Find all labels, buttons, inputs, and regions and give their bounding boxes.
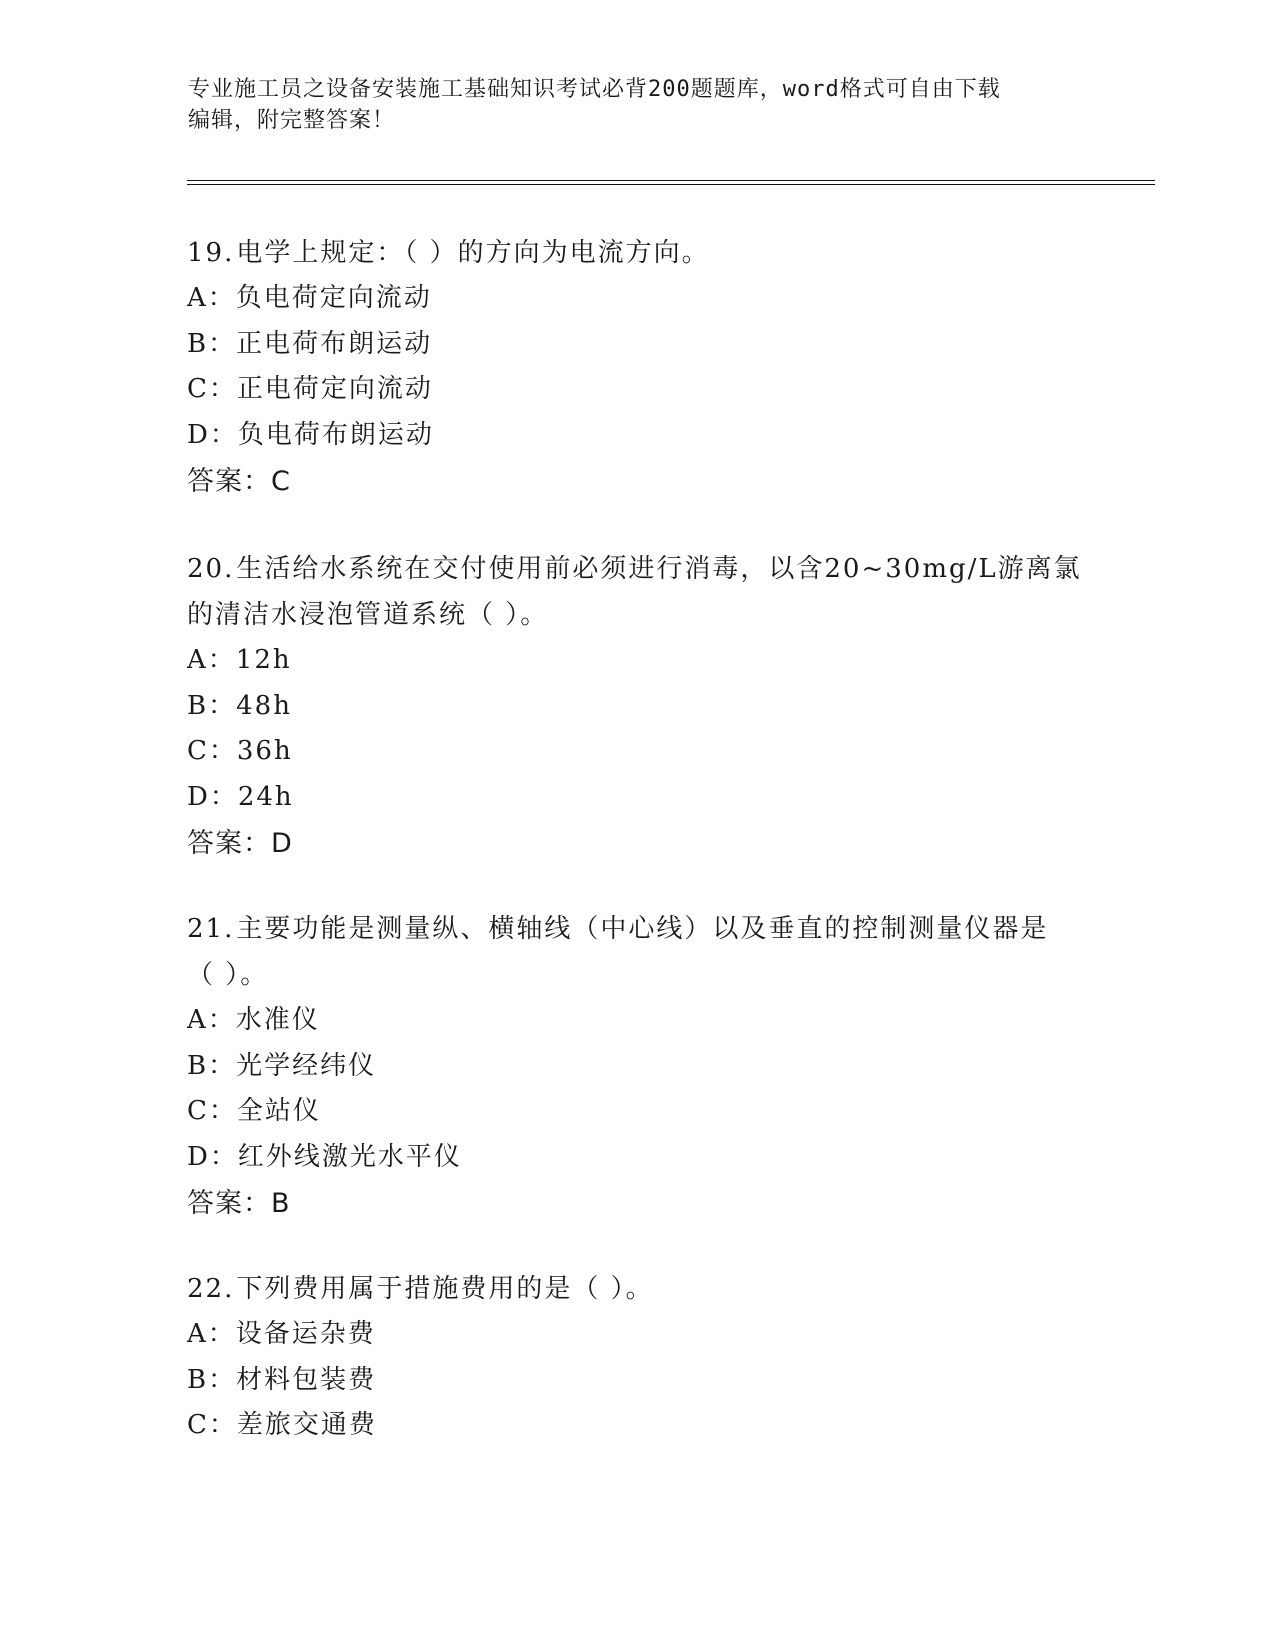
question-stem xyxy=(187,906,1087,952)
question-number: 22. xyxy=(187,1274,235,1304)
question-19 xyxy=(187,230,1087,505)
option-d: D：负电荷布朗运动 xyxy=(187,420,434,451)
option-d: D：红外线激光水平仪 xyxy=(187,1142,462,1173)
option-b: B：材料包装费 xyxy=(187,1364,377,1395)
option-d: D：24h xyxy=(187,782,294,813)
question-22 xyxy=(187,1266,1087,1449)
document-header xyxy=(188,74,1088,136)
question-number: 21. xyxy=(187,914,235,944)
option-b: B：正电荷布朗运动 xyxy=(187,328,433,359)
header-divider-top xyxy=(187,180,1155,181)
question-stem xyxy=(187,230,1087,276)
answer: 答案：B xyxy=(187,1187,291,1219)
question-stem-continued: 的清洁水浸泡管道系统（ ）。 xyxy=(187,600,549,630)
answer: 答案：D xyxy=(187,827,293,859)
option-a: A：设备运杂费 xyxy=(187,1319,376,1349)
question-text: 电学上规定：（ ）的方向为电流方向。 xyxy=(236,238,710,268)
option-c: C：36h xyxy=(187,736,293,767)
question-20 xyxy=(187,546,1087,867)
question-text: 主要功能是测量纵、横轴线（中心线）以及垂直的控制测量仪器是 xyxy=(236,914,1049,944)
question-number: 20. xyxy=(187,554,235,584)
header-line-2: 编辑，附完整答案！ xyxy=(188,108,396,133)
question-21 xyxy=(187,906,1087,1227)
option-a: A：水准仪 xyxy=(187,1005,320,1035)
option-a: A：负电荷定向流动 xyxy=(187,283,432,313)
option-c: C：差旅交通费 xyxy=(187,1410,377,1441)
header-line-1: 专业施工员之设备安装施工基础知识考试必背200题题库，word格式可自由下载 xyxy=(188,77,1001,102)
answer: 答案：C xyxy=(187,465,291,497)
question-number: 19. xyxy=(187,238,235,268)
question-text: 下列费用属于措施费用的是（ ）。 xyxy=(236,1274,654,1304)
question-stem xyxy=(187,1266,1087,1312)
option-b: B：48h xyxy=(187,690,292,721)
header-divider-bottom xyxy=(187,184,1155,185)
question-stem xyxy=(187,546,1087,592)
option-b: B：光学经纬仪 xyxy=(187,1050,377,1081)
question-text: 生活给水系统在交付使用前必须进行消毒，以含20~30mg/L游离氯 xyxy=(236,554,1082,584)
option-c: C：全站仪 xyxy=(187,1096,321,1127)
option-c: C：正电荷定向流动 xyxy=(187,374,433,405)
question-stem-continued: （ ）。 xyxy=(187,960,269,990)
option-a: A：12h xyxy=(187,645,292,675)
